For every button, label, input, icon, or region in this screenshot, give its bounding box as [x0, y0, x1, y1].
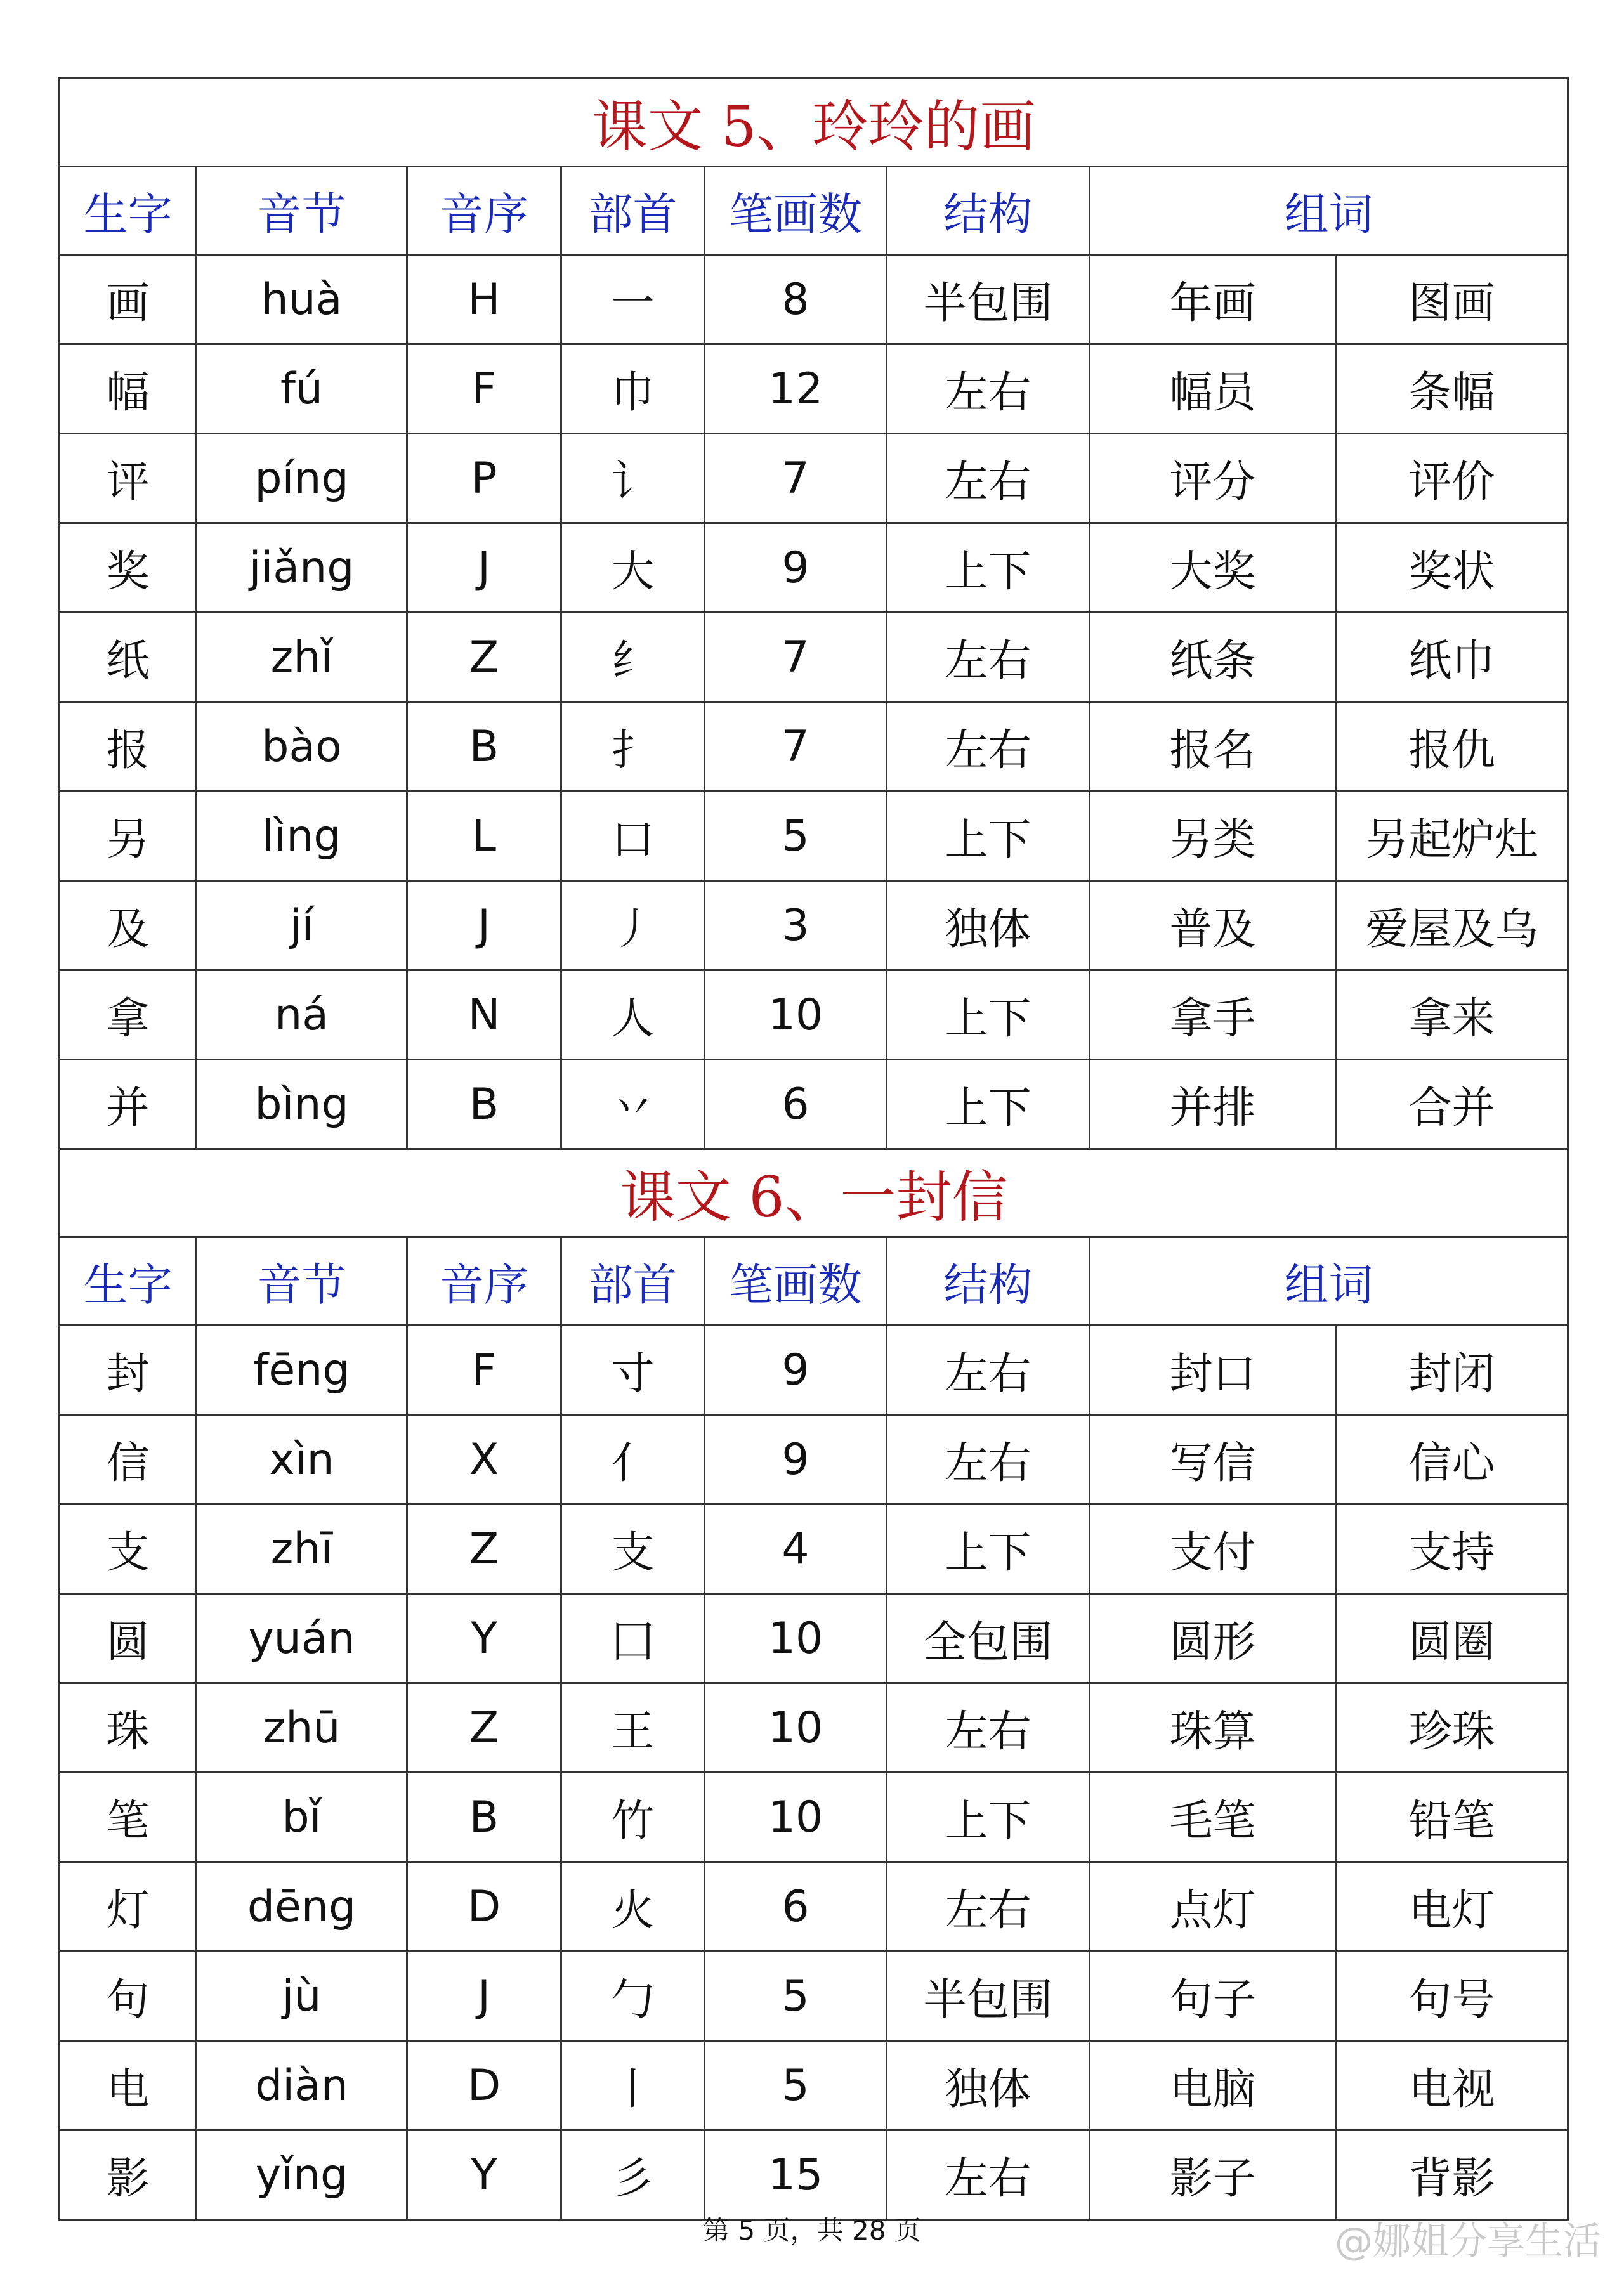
word-cell: 电脑	[1090, 2041, 1336, 2130]
stroke-count-cell: 5	[705, 2041, 887, 2130]
stroke-count-cell: 7	[705, 702, 887, 792]
word-cell: 句号	[1336, 1952, 1568, 2041]
lesson-title-row	[60, 1149, 1568, 1237]
pinyin-cell: jí	[197, 881, 407, 970]
stroke-count-cell: 9	[705, 523, 887, 613]
table-row	[60, 2130, 1568, 2220]
pinyin-cell: zhǐ	[197, 613, 407, 702]
radical-cell: 扌	[561, 702, 705, 792]
column-header: 笔画数	[705, 1237, 887, 1326]
word-cell: 年画	[1090, 255, 1336, 344]
table-row	[60, 1060, 1568, 1149]
stroke-count-cell: 9	[705, 1326, 887, 1415]
word-cell: 电视	[1336, 2041, 1568, 2130]
word-cell: 支持	[1336, 1504, 1568, 1594]
column-header: 音节	[197, 167, 407, 255]
initial-cell: Y	[407, 2130, 561, 2220]
table-row	[60, 2041, 1568, 2130]
initial-cell: P	[407, 434, 561, 523]
char-cell: 并	[60, 1060, 197, 1149]
char-cell: 报	[60, 702, 197, 792]
table-row	[60, 1683, 1568, 1773]
table-row	[60, 881, 1568, 970]
word-cell: 封口	[1090, 1326, 1336, 1415]
column-header: 组词	[1090, 167, 1568, 255]
initial-cell: F	[407, 344, 561, 434]
radical-cell: 口	[561, 792, 705, 881]
word-cell: 句子	[1090, 1952, 1336, 2041]
radical-cell: 纟	[561, 613, 705, 702]
char-cell: 信	[60, 1415, 197, 1504]
radical-cell: 亻	[561, 1415, 705, 1504]
column-header: 音序	[407, 1237, 561, 1326]
char-cell: 及	[60, 881, 197, 970]
pinyin-cell: jiǎng	[197, 523, 407, 613]
stroke-count-cell: 10	[705, 1683, 887, 1773]
radical-cell: 王	[561, 1683, 705, 1773]
stroke-count-cell: 7	[705, 613, 887, 702]
column-header-row	[60, 1237, 1568, 1326]
column-header: 部首	[561, 1237, 705, 1326]
stroke-count-cell: 15	[705, 2130, 887, 2220]
initial-cell: Z	[407, 1683, 561, 1773]
word-cell: 圆形	[1090, 1594, 1336, 1683]
char-cell: 支	[60, 1504, 197, 1594]
table-row	[60, 792, 1568, 881]
structure-cell: 左右	[887, 613, 1090, 702]
structure-cell: 半包围	[887, 255, 1090, 344]
column-header: 部首	[561, 167, 705, 255]
structure-cell: 左右	[887, 1862, 1090, 1952]
radical-cell: 勹	[561, 1952, 705, 2041]
column-header: 结构	[887, 1237, 1090, 1326]
structure-cell: 左右	[887, 2130, 1090, 2220]
structure-cell: 左右	[887, 344, 1090, 434]
pinyin-cell: lìng	[197, 792, 407, 881]
lesson-title: 课文 6、一封信	[60, 1149, 1568, 1237]
word-cell: 大奖	[1090, 523, 1336, 613]
column-header: 组词	[1090, 1237, 1568, 1326]
word-cell: 并排	[1090, 1060, 1336, 1149]
table-row	[60, 1773, 1568, 1862]
word-cell: 毛笔	[1090, 1773, 1336, 1862]
stroke-count-cell: 10	[705, 1773, 887, 1862]
char-cell: 句	[60, 1952, 197, 2041]
radical-cell: 支	[561, 1504, 705, 1594]
word-cell: 点灯	[1090, 1862, 1336, 1952]
radical-cell: 火	[561, 1862, 705, 1952]
initial-cell: Z	[407, 613, 561, 702]
radical-cell: 丨	[561, 2041, 705, 2130]
char-cell: 珠	[60, 1683, 197, 1773]
structure-cell: 半包围	[887, 1952, 1090, 2041]
word-cell: 珠算	[1090, 1683, 1336, 1773]
table-row	[60, 1862, 1568, 1952]
radical-cell: 巾	[561, 344, 705, 434]
word-cell: 图画	[1336, 255, 1568, 344]
word-cell: 爱屋及乌	[1336, 881, 1568, 970]
radical-cell: 囗	[561, 1594, 705, 1683]
stroke-count-cell: 4	[705, 1504, 887, 1594]
table-row	[60, 344, 1568, 434]
word-cell: 信心	[1336, 1415, 1568, 1504]
table-row	[60, 1415, 1568, 1504]
word-cell: 影子	[1090, 2130, 1336, 2220]
table-row	[60, 613, 1568, 702]
char-cell: 幅	[60, 344, 197, 434]
word-cell: 幅员	[1090, 344, 1336, 434]
word-cell: 圆圈	[1336, 1594, 1568, 1683]
word-cell: 合并	[1336, 1060, 1568, 1149]
table-row	[60, 255, 1568, 344]
word-cell: 报仇	[1336, 702, 1568, 792]
char-cell: 奖	[60, 523, 197, 613]
stroke-count-cell: 5	[705, 792, 887, 881]
structure-cell: 独体	[887, 881, 1090, 970]
word-cell: 纸巾	[1336, 613, 1568, 702]
initial-cell: D	[407, 1862, 561, 1952]
column-header: 音序	[407, 167, 561, 255]
initial-cell: B	[407, 1060, 561, 1149]
structure-cell: 左右	[887, 1415, 1090, 1504]
table-row	[60, 434, 1568, 523]
structure-cell: 左右	[887, 1326, 1090, 1415]
column-header: 生字	[60, 1237, 197, 1326]
char-cell: 圆	[60, 1594, 197, 1683]
word-cell: 支付	[1090, 1504, 1336, 1594]
stroke-count-cell: 6	[705, 1060, 887, 1149]
structure-cell: 上下	[887, 1773, 1090, 1862]
word-cell: 背影	[1336, 2130, 1568, 2220]
page-footer: 第 5 页，共 28 页	[703, 2215, 921, 2246]
word-cell: 珍珠	[1336, 1683, 1568, 1773]
radical-cell: 大	[561, 523, 705, 613]
word-cell: 报名	[1090, 702, 1336, 792]
word-cell: 电灯	[1336, 1862, 1568, 1952]
radical-cell: 一	[561, 255, 705, 344]
structure-cell: 上下	[887, 792, 1090, 881]
word-cell: 奖状	[1336, 523, 1568, 613]
table-row	[60, 1594, 1568, 1683]
lesson-title: 课文 5、玲玲的画	[60, 79, 1568, 167]
radical-cell: 彡	[561, 2130, 705, 2220]
structure-cell: 独体	[887, 2041, 1090, 2130]
pinyin-cell: huà	[197, 255, 407, 344]
word-cell: 另类	[1090, 792, 1336, 881]
pinyin-cell: zhī	[197, 1504, 407, 1594]
word-cell: 评价	[1336, 434, 1568, 523]
column-header-row	[60, 167, 1568, 255]
pinyin-cell: fú	[197, 344, 407, 434]
char-cell: 另	[60, 792, 197, 881]
stroke-count-cell: 10	[705, 970, 887, 1060]
initial-cell: H	[407, 255, 561, 344]
initial-cell: N	[407, 970, 561, 1060]
structure-cell: 左右	[887, 702, 1090, 792]
structure-cell: 上下	[887, 970, 1090, 1060]
pinyin-cell: jù	[197, 1952, 407, 2041]
word-cell: 封闭	[1336, 1326, 1568, 1415]
initial-cell: X	[407, 1415, 561, 1504]
initial-cell: Z	[407, 1504, 561, 1594]
stroke-count-cell: 8	[705, 255, 887, 344]
radical-cell: 寸	[561, 1326, 705, 1415]
structure-cell: 上下	[887, 1060, 1090, 1149]
word-cell: 拿手	[1090, 970, 1336, 1060]
pinyin-cell: bào	[197, 702, 407, 792]
vocabulary-table	[58, 77, 1569, 2221]
pinyin-cell: diàn	[197, 2041, 407, 2130]
table-row	[60, 1952, 1568, 2041]
initial-cell: Y	[407, 1594, 561, 1683]
stroke-count-cell: 10	[705, 1594, 887, 1683]
column-header: 结构	[887, 167, 1090, 255]
pinyin-cell: dēng	[197, 1862, 407, 1952]
pinyin-cell: xìn	[197, 1415, 407, 1504]
watermark: @娜姐分享生活	[1335, 2219, 1601, 2264]
column-header: 音节	[197, 1237, 407, 1326]
char-cell: 影	[60, 2130, 197, 2220]
table-row	[60, 523, 1568, 613]
structure-cell: 左右	[887, 1683, 1090, 1773]
structure-cell: 上下	[887, 523, 1090, 613]
pinyin-cell: fēng	[197, 1326, 407, 1415]
pinyin-cell: zhū	[197, 1683, 407, 1773]
initial-cell: J	[407, 523, 561, 613]
table-row	[60, 1504, 1568, 1594]
char-cell: 画	[60, 255, 197, 344]
lesson-title-row	[60, 79, 1568, 167]
pinyin-cell: píng	[197, 434, 407, 523]
word-cell: 纸条	[1090, 613, 1336, 702]
radical-cell: 讠	[561, 434, 705, 523]
radical-cell: 丿	[561, 881, 705, 970]
word-cell: 条幅	[1336, 344, 1568, 434]
initial-cell: F	[407, 1326, 561, 1415]
char-cell: 笔	[60, 1773, 197, 1862]
word-cell: 另起炉灶	[1336, 792, 1568, 881]
stroke-count-cell: 9	[705, 1415, 887, 1504]
initial-cell: L	[407, 792, 561, 881]
pinyin-cell: bǐ	[197, 1773, 407, 1862]
stroke-count-cell: 6	[705, 1862, 887, 1952]
pinyin-cell: bìng	[197, 1060, 407, 1149]
pinyin-cell: ná	[197, 970, 407, 1060]
stroke-count-cell: 7	[705, 434, 887, 523]
radical-cell: 丷	[561, 1060, 705, 1149]
char-cell: 灯	[60, 1862, 197, 1952]
pinyin-cell: yuán	[197, 1594, 407, 1683]
char-cell: 评	[60, 434, 197, 523]
structure-cell: 左右	[887, 434, 1090, 523]
column-header: 生字	[60, 167, 197, 255]
initial-cell: B	[407, 1773, 561, 1862]
char-cell: 纸	[60, 613, 197, 702]
radical-cell: 人	[561, 970, 705, 1060]
stroke-count-cell: 3	[705, 881, 887, 970]
char-cell: 拿	[60, 970, 197, 1060]
table-row	[60, 1326, 1568, 1415]
initial-cell: D	[407, 2041, 561, 2130]
structure-cell: 全包围	[887, 1594, 1090, 1683]
radical-cell: 竹	[561, 1773, 705, 1862]
word-cell: 铅笔	[1336, 1773, 1568, 1862]
stroke-count-cell: 5	[705, 1952, 887, 2041]
table-row	[60, 702, 1568, 792]
pinyin-cell: yǐng	[197, 2130, 407, 2220]
stroke-count-cell: 12	[705, 344, 887, 434]
table-row	[60, 970, 1568, 1060]
word-cell: 普及	[1090, 881, 1336, 970]
word-cell: 拿来	[1336, 970, 1568, 1060]
char-cell: 封	[60, 1326, 197, 1415]
word-cell: 评分	[1090, 434, 1336, 523]
char-cell: 电	[60, 2041, 197, 2130]
word-cell: 写信	[1090, 1415, 1336, 1504]
structure-cell: 上下	[887, 1504, 1090, 1594]
initial-cell: B	[407, 702, 561, 792]
initial-cell: J	[407, 881, 561, 970]
initial-cell: J	[407, 1952, 561, 2041]
column-header: 笔画数	[705, 167, 887, 255]
